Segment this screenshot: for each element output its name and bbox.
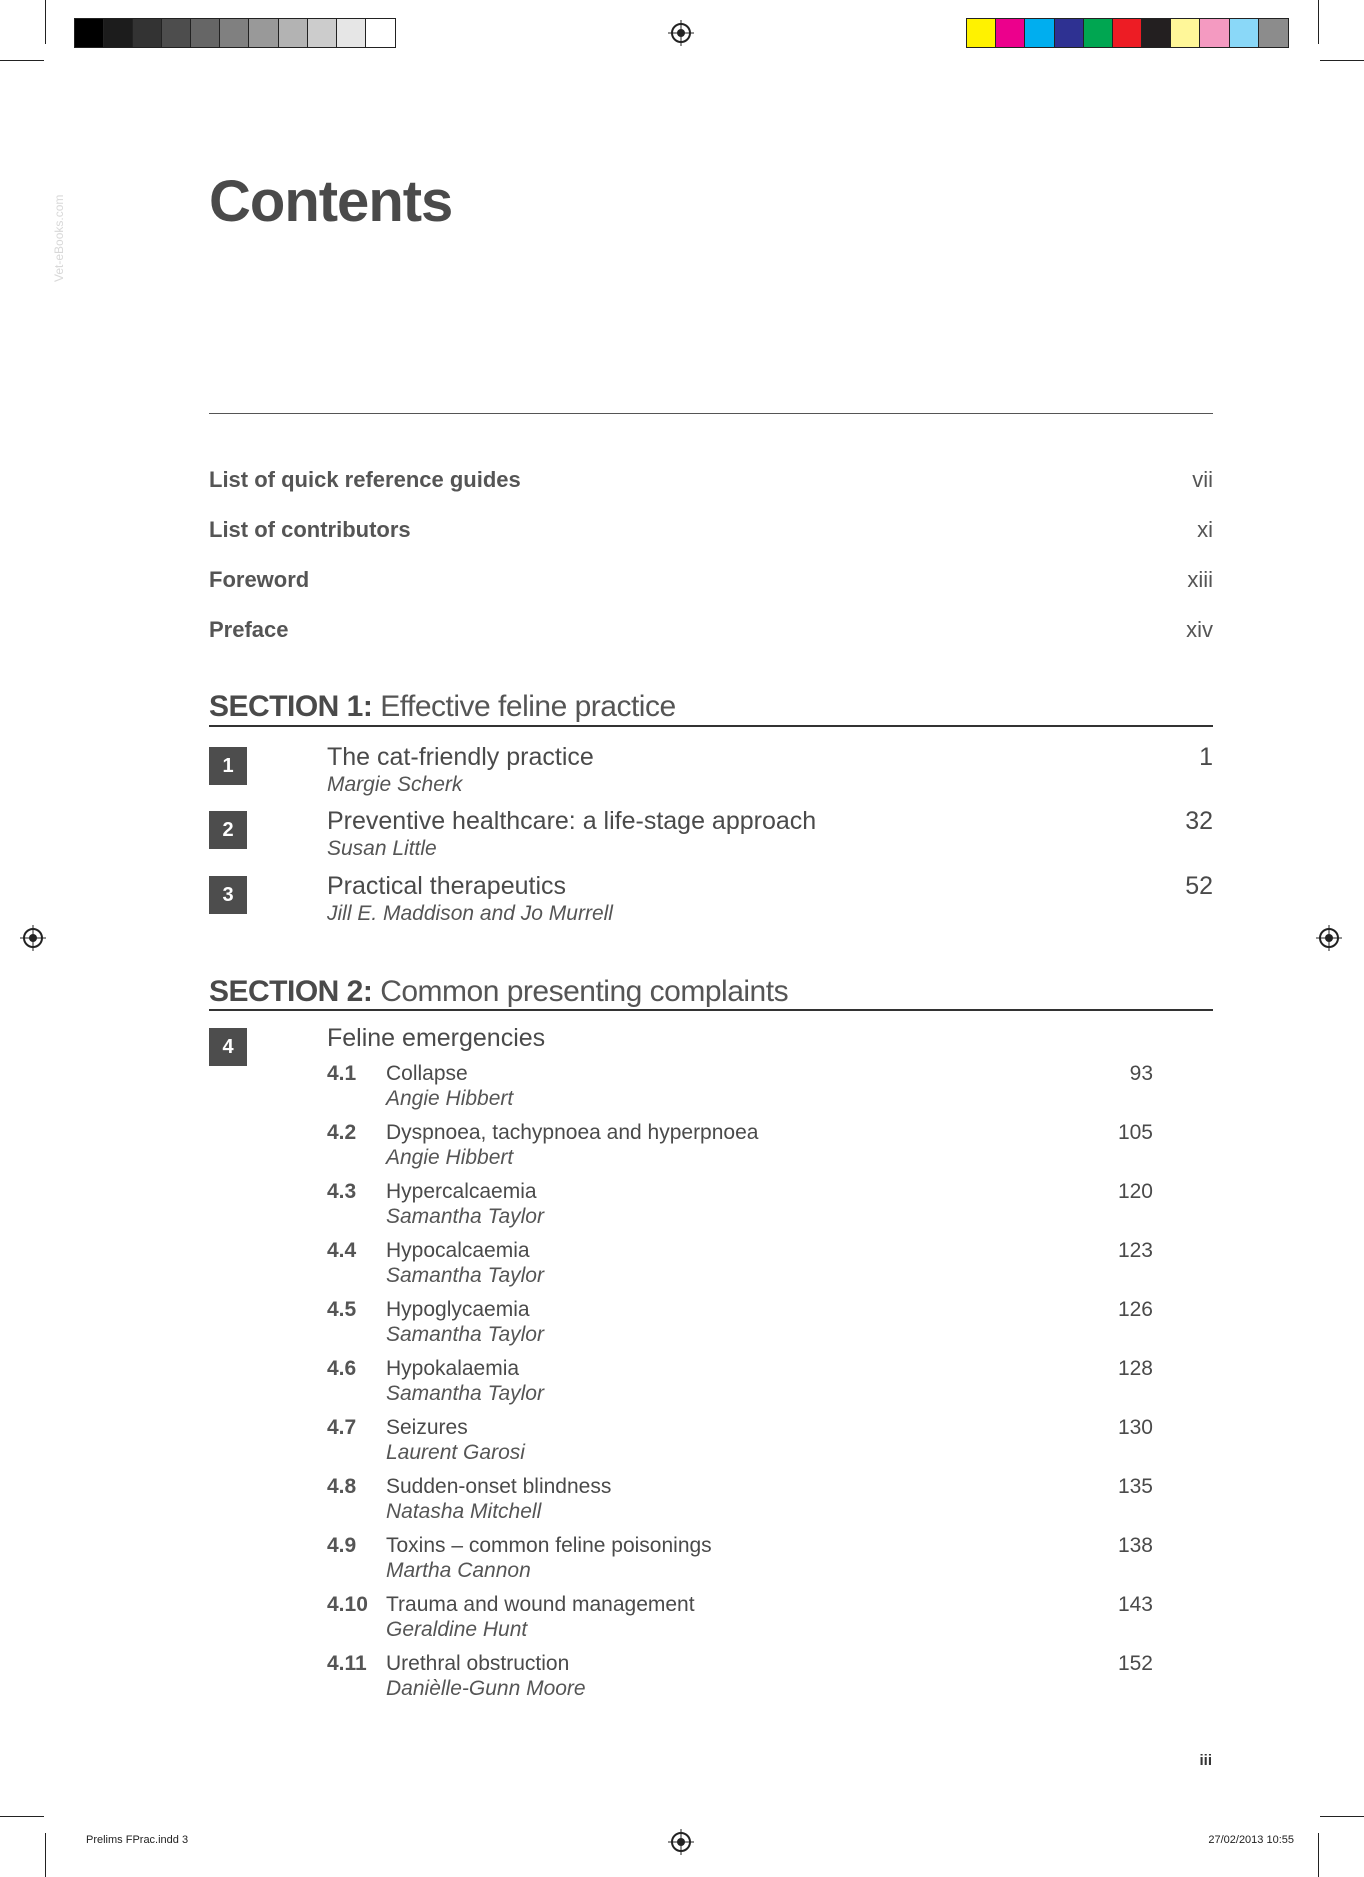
subsection-page: 143	[1117, 1593, 1153, 1616]
subsection-title: Sudden-onset blindness	[386, 1475, 612, 1498]
entry-title: Foreword	[209, 567, 310, 592]
subsection-author: Danièlle-Gunn Moore	[386, 1677, 586, 1700]
subsection-title: Collapse	[386, 1062, 468, 1085]
subsection-author: Samantha Taylor	[386, 1264, 544, 1287]
subsection-page: 120	[1117, 1180, 1153, 1203]
subsection-author: Samantha Taylor	[386, 1205, 544, 1228]
subsection-entry[interactable]	[327, 1652, 1153, 1710]
crop-mark	[1318, 1833, 1319, 1877]
subsection-title: Hypocalcaemia	[386, 1239, 530, 1262]
crop-mark	[45, 1833, 46, 1877]
entry-title: Preface	[209, 617, 289, 642]
chapter-entry[interactable]	[209, 807, 1213, 867]
subsection-author: Natasha Mitchell	[386, 1500, 542, 1523]
chapter-number-badge: 4	[209, 1028, 247, 1066]
color-swatch	[75, 19, 104, 47]
subsection-number: 4.1	[327, 1062, 357, 1085]
chapter-page: 1	[1199, 743, 1213, 771]
subsection-author: Geraldine Hunt	[386, 1618, 528, 1641]
subsection-title: Toxins – common feline poisonings	[386, 1534, 712, 1557]
subsection-entry[interactable]	[327, 1121, 1153, 1179]
color-swatch	[1259, 19, 1288, 47]
subsection-number: 4.4	[327, 1239, 357, 1262]
slug-filename: Prelims FPrac.indd 3	[86, 1834, 189, 1846]
registration-mark-icon	[668, 1829, 694, 1855]
color-swatch	[162, 19, 191, 47]
section-name: Effective feline practice	[380, 690, 676, 723]
entry-title: List of contributors	[209, 517, 411, 542]
subsection-page: 138	[1117, 1534, 1153, 1557]
chapter-title: Practical therapeutics	[327, 872, 567, 900]
subsection-title: Hypokalaemia	[386, 1357, 520, 1380]
subsection-title: Urethral obstruction	[386, 1652, 570, 1675]
registration-mark-icon	[668, 20, 694, 46]
watermark-text: Vet-eBooks.com	[52, 194, 66, 282]
section-label: SECTION 1:	[209, 690, 373, 723]
slug-timestamp: 27/02/2013 10:55	[1208, 1834, 1294, 1846]
entry-page: xiv	[1186, 617, 1213, 642]
color-swatch	[1200, 19, 1229, 47]
subsection-number: 4.9	[327, 1534, 357, 1557]
color-swatch	[220, 19, 249, 47]
color-swatch	[279, 19, 308, 47]
subsection-title: Seizures	[386, 1416, 468, 1439]
front-matter-entry[interactable]	[209, 517, 1213, 547]
entry-page: vii	[1192, 467, 1213, 492]
page-number: iii	[1199, 1752, 1212, 1769]
chapter-entry[interactable]	[209, 743, 1213, 803]
subsection-title: Hypercalcaemia	[386, 1180, 537, 1203]
subsection-page: 135	[1117, 1475, 1153, 1498]
chapter-number-badge: 3	[209, 876, 247, 914]
chapter-title: Preventive healthcare: a life-stage approach	[327, 807, 817, 835]
chapter-page: 52	[1185, 872, 1213, 900]
section-divider	[209, 725, 1213, 727]
color-swatch	[996, 19, 1025, 47]
chapter-author: Margie Scherk	[327, 773, 463, 796]
process-color-bar	[966, 18, 1289, 48]
crop-mark	[1320, 60, 1364, 61]
registration-mark-icon	[20, 925, 46, 951]
color-swatch	[104, 19, 133, 47]
chapter-author: Susan Little	[327, 837, 437, 860]
subsection-author: Samantha Taylor	[386, 1323, 544, 1346]
front-matter-entry[interactable]	[209, 567, 1213, 597]
color-swatch	[967, 19, 996, 47]
color-swatch	[308, 19, 337, 47]
color-swatch	[1055, 19, 1084, 47]
subsection-page: 93	[1129, 1062, 1153, 1085]
color-swatch	[1230, 19, 1259, 47]
subsection-page: 130	[1117, 1416, 1153, 1439]
subsection-entry[interactable]	[327, 1298, 1153, 1356]
subsection-number: 4.5	[327, 1298, 357, 1321]
subsection-author: Samantha Taylor	[386, 1382, 544, 1405]
subsection-entry[interactable]	[327, 1593, 1153, 1651]
chapter-number-badge: 1	[209, 747, 247, 785]
chapter-title: The cat-friendly practice	[327, 743, 594, 771]
chapter-title: Feline emergencies	[327, 1024, 546, 1052]
crop-mark	[1318, 0, 1319, 44]
subsection-number: 4.3	[327, 1180, 357, 1203]
section-label: SECTION 2:	[209, 975, 373, 1008]
color-swatch	[366, 19, 395, 47]
subsection-title: Dyspnoea, tachypnoea and hyperpnoea	[386, 1121, 759, 1144]
section-name: Common presenting complaints	[380, 975, 789, 1008]
entry-title: List of quick reference guides	[209, 467, 521, 492]
crop-mark	[1320, 1816, 1364, 1817]
subsection-title: Trauma and wound management	[386, 1593, 695, 1616]
subsection-page: 123	[1117, 1239, 1153, 1262]
subsection-number: 4.11	[327, 1652, 367, 1675]
subsection-number: 4.8	[327, 1475, 357, 1498]
color-swatch	[1142, 19, 1171, 47]
subsection-entry[interactable]	[327, 1062, 1153, 1120]
front-matter-entry[interactable]	[209, 467, 1213, 497]
subsection-author: Laurent Garosi	[386, 1441, 525, 1464]
crop-mark	[0, 1816, 44, 1817]
crop-mark	[45, 0, 46, 44]
subsection-number: 4.10	[327, 1593, 368, 1616]
subsection-entry[interactable]	[327, 1180, 1153, 1238]
grayscale-color-bar	[74, 18, 396, 48]
subsection-page: 126	[1117, 1298, 1153, 1321]
front-matter-entry[interactable]	[209, 617, 1213, 647]
subsection-number: 4.7	[327, 1416, 357, 1439]
color-swatch	[1084, 19, 1113, 47]
color-swatch	[1113, 19, 1142, 47]
color-swatch	[337, 19, 366, 47]
subsection-entry[interactable]	[327, 1357, 1153, 1415]
color-swatch	[1025, 19, 1054, 47]
color-swatch	[133, 19, 162, 47]
subsection-number: 4.6	[327, 1357, 357, 1380]
crop-mark	[0, 60, 44, 61]
section-divider	[209, 1009, 1213, 1011]
chapter-entry[interactable]	[209, 1024, 1213, 1064]
subsection-author: Angie Hibbert	[386, 1087, 514, 1110]
section-heading	[209, 975, 1213, 1009]
subsection-entry[interactable]	[327, 1416, 1153, 1474]
registration-mark-icon	[1316, 925, 1342, 951]
subsection-page: 152	[1117, 1652, 1153, 1675]
subsection-author: Angie Hibbert	[386, 1146, 514, 1169]
subsection-title: Hypoglycaemia	[386, 1298, 530, 1321]
subsection-entry[interactable]	[327, 1475, 1153, 1533]
chapter-author: Jill E. Maddison and Jo Murrell	[327, 902, 613, 925]
title-divider	[209, 413, 1213, 414]
subsection-author: Martha Cannon	[386, 1559, 531, 1582]
subsection-page: 105	[1117, 1121, 1153, 1144]
subsection-entry[interactable]	[327, 1239, 1153, 1297]
color-swatch	[1171, 19, 1200, 47]
entry-page: xiii	[1187, 567, 1213, 592]
color-swatch	[249, 19, 278, 47]
subsection-page: 128	[1117, 1357, 1153, 1380]
subsection-number: 4.2	[327, 1121, 357, 1144]
chapter-entry[interactable]	[209, 872, 1213, 932]
chapter-page: 32	[1185, 807, 1213, 835]
entry-page: xi	[1197, 517, 1213, 542]
color-swatch	[191, 19, 220, 47]
section-heading	[209, 690, 1213, 724]
chapter-number-badge: 2	[209, 811, 247, 849]
subsection-entry[interactable]	[327, 1534, 1153, 1592]
page-title: Contents	[209, 169, 453, 234]
